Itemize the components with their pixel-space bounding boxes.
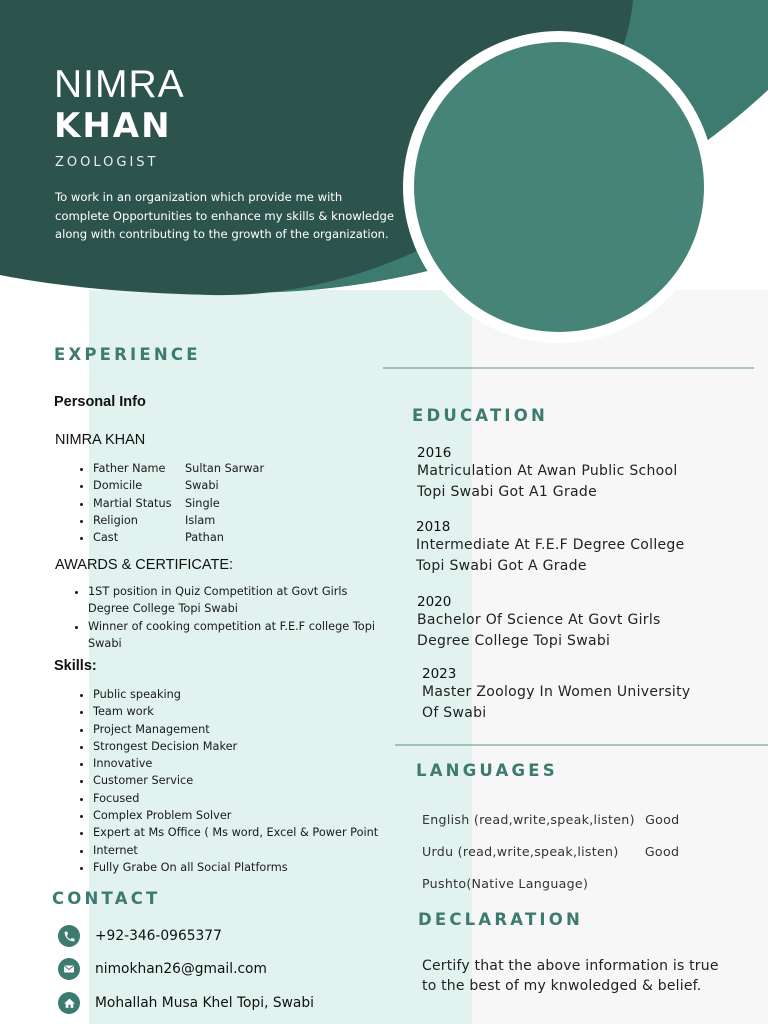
objective-text: To work in an organization which provide me with complete Opportunities to enhance my skills & knowledge along with contributing to the growth of the organization. xyxy=(55,190,394,241)
education-entry xyxy=(422,666,691,723)
declaration-text-line2: to the best of my knwoledged & belief. xyxy=(422,978,702,994)
email-link[interactable]: nimokhan26@gmail.com xyxy=(95,961,267,977)
language-row xyxy=(422,812,679,827)
education-text: Topi Swabi Got A1 Grade xyxy=(417,483,597,500)
language-level: Good xyxy=(645,812,680,827)
education-year: 2018 xyxy=(416,519,451,535)
awards-list xyxy=(50,583,388,652)
language-label: Urdu (read,write,speak,listen) xyxy=(422,844,619,859)
language-row xyxy=(422,876,588,891)
declaration-heading: DECLARATION xyxy=(418,910,583,929)
personal-info-list xyxy=(55,460,393,546)
language-label: English (read,write,speak,listen) xyxy=(422,812,635,827)
list-item: • Religion Islam xyxy=(93,512,393,529)
declaration-text-line1: Certify that the above information is true xyxy=(422,958,719,974)
address-text: Mohallah Musa Khel Topi, Swabi xyxy=(95,995,314,1011)
home-icon xyxy=(58,992,80,1014)
education-text: Bachelor Of Science At Govt Girls xyxy=(417,612,661,628)
list-item: • Expert at Ms Office ( Ms word, Excel & Power Point xyxy=(93,824,433,841)
list-item: • Complex Problem Solver xyxy=(93,807,433,824)
language-label: Pushto(Native Language) xyxy=(422,876,589,891)
list-item: • Winner of cooking competition at F.E.F college Topi Swabi xyxy=(88,618,388,653)
languages-heading: LANGUAGES xyxy=(416,761,558,780)
list-item: • Strongest Decision Maker xyxy=(93,738,433,755)
education-year: 2020 xyxy=(417,594,452,610)
contact-email xyxy=(58,958,267,980)
list-item: • Project Management xyxy=(93,721,433,738)
list-item: • 1ST position in Quiz Competition at Govt Girls Degree College Topi Swabi xyxy=(88,583,388,618)
education-text: Of Swabi xyxy=(422,704,487,721)
mail-icon xyxy=(58,958,80,980)
list-item: • Public speaking xyxy=(93,686,433,703)
language-row xyxy=(422,844,679,859)
education-heading: EDUCATION xyxy=(412,406,548,425)
awards-heading: AWARDS & CERTIFICATE: xyxy=(55,557,234,573)
phone-icon xyxy=(58,925,80,947)
skills-heading: Skills: xyxy=(54,658,97,674)
phone-link[interactable]: +92-346-0965377 xyxy=(95,928,222,944)
list-item: • Domicile Swabi xyxy=(93,477,393,494)
photo-circle xyxy=(414,42,704,332)
education-year: 2023 xyxy=(422,666,457,682)
skills-list xyxy=(55,686,433,876)
education-text: Topi Swabi Got A Grade xyxy=(416,557,587,574)
education-text: Intermediate At F.E.F Degree College xyxy=(416,537,685,553)
job-title: ZOOLOGIST xyxy=(55,155,159,170)
education-text: Degree College Topi Swabi xyxy=(417,632,611,649)
list-item: • Focused xyxy=(93,790,433,807)
list-item: • Cast Pathan xyxy=(93,529,393,546)
contact-phone xyxy=(58,925,222,947)
education-text: Master Zoology In Women University xyxy=(422,684,691,700)
last-name: KHAN xyxy=(54,106,172,146)
first-name: NIMRA xyxy=(54,63,185,106)
experience-heading: EXPERIENCE xyxy=(54,345,201,364)
language-level: Good xyxy=(644,844,680,859)
contact-address xyxy=(58,992,314,1014)
list-item: • Fully Grabe On all Social Platforms xyxy=(93,859,433,876)
light-green-panel xyxy=(89,290,472,1024)
education-entry xyxy=(417,594,661,651)
education-text: Matriculation At Awan Public School xyxy=(417,463,678,479)
education-entry xyxy=(417,445,678,502)
list-item: • Father Name Sultan Sarwar xyxy=(93,460,393,477)
list-item: • Innovative xyxy=(93,755,433,772)
education-year: 2016 xyxy=(417,445,452,461)
education-entry xyxy=(416,519,685,576)
list-item: • Martial Status Single xyxy=(93,495,393,512)
list-item: • Internet xyxy=(93,842,433,859)
personal-name: NIMRA KHAN xyxy=(55,432,146,448)
list-item: • Team work xyxy=(93,703,433,720)
contact-heading: CONTACT xyxy=(52,889,161,908)
personal-info-heading: Personal Info xyxy=(54,394,146,410)
list-item: • Customer Service xyxy=(93,772,433,789)
